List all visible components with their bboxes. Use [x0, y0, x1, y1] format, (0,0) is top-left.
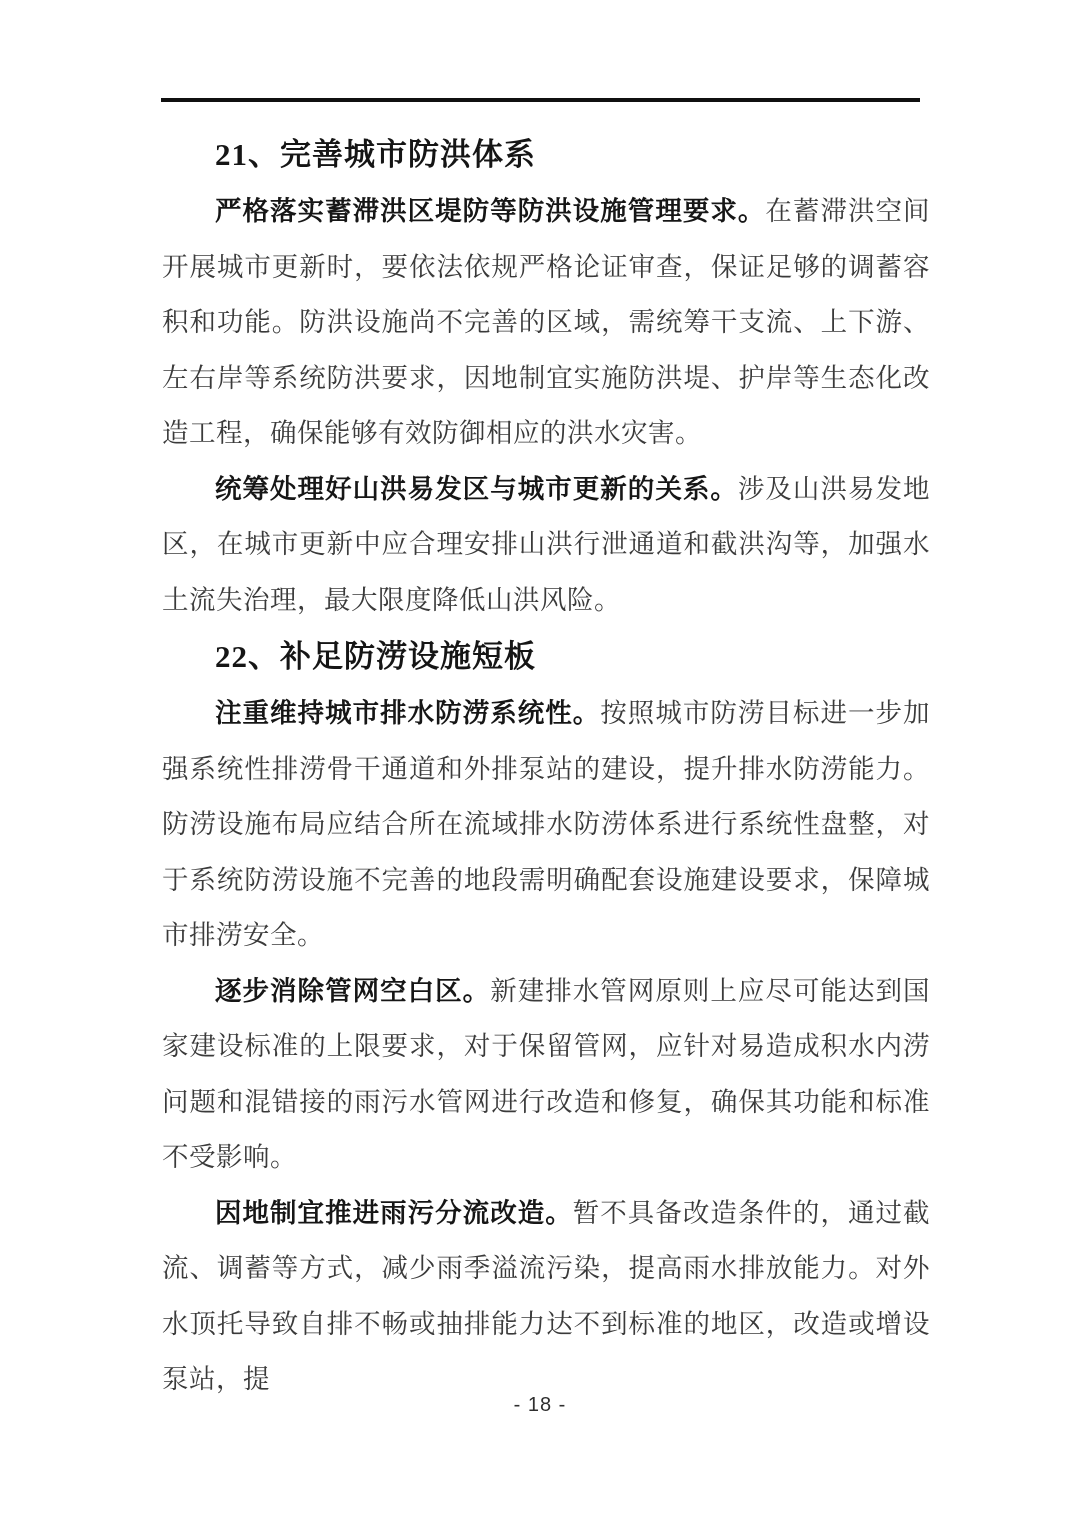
paragraph-body: 在蓄滞洪空间开展城市更新时，要依法依规严格论证审查，保证足够的调蓄容积和功能。防洪设施尚不完善的区域，需统筹干支流、上下游、左右岸等系统防洪要求，因地制宜实施防洪堤、护岸等生态化改造工程，确保能够有效防御相应的洪水灾害。: [162, 196, 931, 448]
header-rule: [161, 98, 920, 102]
paragraph-body: 新建排水管网原则上应尽可能达到国家建设标准的上限要求，对于保留管网，应针对易造成积水内涝问题和混错接的雨污水管网进行改造和修复，确保其功能和标准不受影响。: [162, 975, 931, 1172]
paragraph-lead: 因地制宜推进雨污分流改造。: [215, 1197, 573, 1228]
section-heading-21: 21、完善城市防洪体系: [215, 137, 536, 172]
paragraph-body: 按照城市防涝目标进一步加强系统性排涝骨干通道和外排泵站的建设，提升排水防涝能力。防涝设施布局应结合所在流域排水防涝体系进行系统性盘整，对于系统防涝设施不完善的地段需明确配套设施建设要求，保障城市排涝安全。: [162, 698, 931, 950]
paragraph-body: 涉及山洪易发地区，在城市更新中应合理安排山洪行泄通道和截洪沟等，加强水土流失治理，最大限度降低山洪风险。: [162, 473, 931, 615]
page-number: - 18 -: [513, 1394, 567, 1416]
paragraph: [162, 462, 930, 629]
paragraph-body: 暂不具备改造条件的，通过截流、调蓄等方式，减少雨季溢流污染，提高雨水排放能力。对外水顶托导致自排不畅或抽排能力达不到标准的地区，改造或增设泵站，提: [162, 1197, 931, 1394]
paragraph-lead: 统筹处理好山洪易发区与城市更新的关系。: [215, 473, 738, 504]
page-content: [162, 126, 930, 1408]
section-heading-22: 22、补足防涝设施短板: [215, 639, 536, 674]
paragraph: [162, 964, 930, 1186]
paragraph-lead: 注重维持城市排水防涝系统性。: [215, 698, 601, 728]
paragraph: [162, 686, 930, 964]
paragraph: [162, 1186, 930, 1408]
paragraph: [162, 184, 930, 462]
paragraph-lead: 严格落实蓄滞洪区堤防等防洪设施管理要求。: [215, 196, 766, 226]
paragraph-lead: 逐步消除管网空白区。: [215, 975, 491, 1006]
